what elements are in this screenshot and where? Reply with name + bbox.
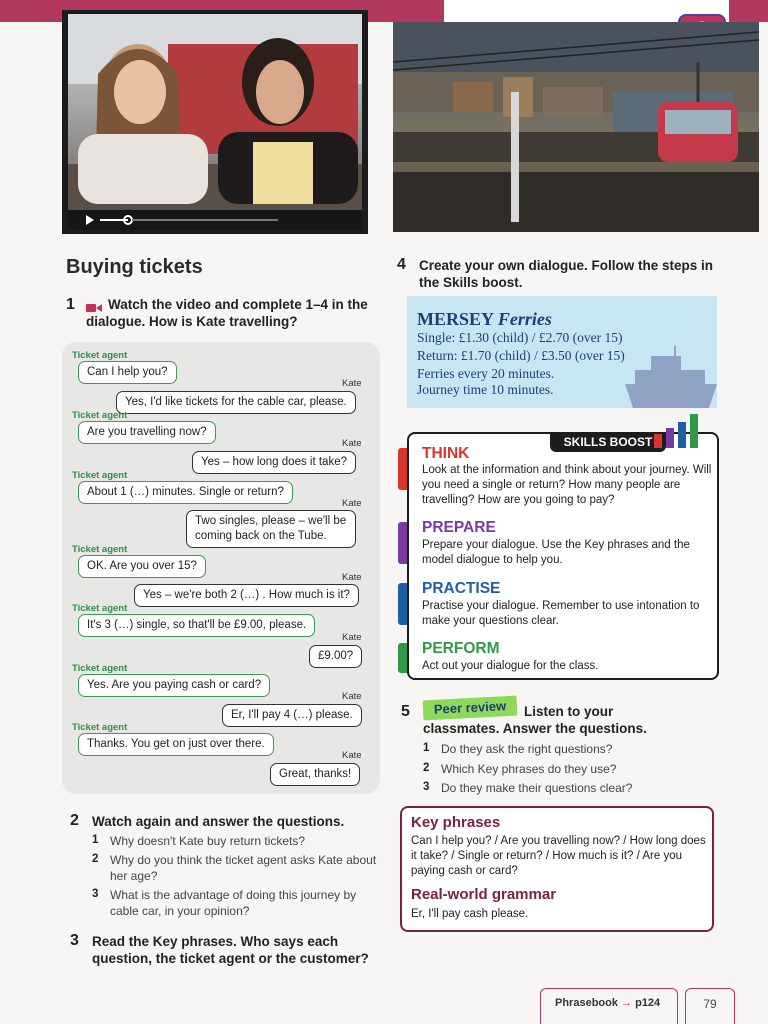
speaker-label: Kate (342, 378, 362, 389)
cable-car-city-photo (393, 22, 759, 232)
q4-text: Create your own dialogue. Follow the steps in the Skills boost. (419, 258, 714, 290)
real-world-grammar-heading: Real-world grammar (411, 886, 557, 903)
speaker-label: Ticket agent (72, 350, 128, 361)
dialogue-bubble: Yes – how long does it take? (192, 451, 356, 474)
speaker-label: Ticket agent (72, 470, 128, 481)
q1-number: 1 (66, 296, 75, 313)
skill-practise-heading: PRACTISE (422, 580, 501, 597)
phrasebook-label: Phrasebook (555, 997, 618, 1009)
dialogue-bubble: Er, I'll pay 4 (…) please. (222, 704, 362, 727)
bar-chart-icon (652, 412, 704, 453)
ferry-brand-italic: Ferries (497, 309, 552, 329)
speaker-label: Kate (342, 691, 362, 702)
video-still-image (68, 14, 362, 210)
phrasebook-page: p124 (635, 997, 661, 1009)
dialogue-bubble: Yes. Are you paying cash or card? (78, 674, 270, 697)
speaker-label: Kate (342, 572, 362, 583)
skills-boost-tag: SKILLS BOOST (550, 432, 666, 452)
speaker-label: Kate (342, 632, 362, 643)
speaker-label: Kate (342, 438, 362, 449)
phrasebook-link[interactable] (540, 988, 678, 1024)
q5-item-text: Which Key phrases do they use? (441, 762, 617, 776)
q5-number: 5 (401, 703, 410, 720)
ferry-brand-word: MERSEY (417, 309, 494, 329)
skill-perform-heading: PERFORM (422, 640, 500, 657)
arrow-right-icon: → (621, 997, 633, 1009)
video-controls[interactable] (68, 210, 362, 230)
q2-text: Watch again and answer the questions. (92, 814, 345, 829)
skill-practise-text: Practise your dialogue. Remember to use intonation to make your questions clear. (422, 600, 700, 627)
dialogue-bubble: Yes, I'd like tickets for the cable car, please. (116, 391, 356, 414)
dialogue-bubble: Can I help you? (78, 361, 177, 384)
skill-prepare-heading: PREPARE (422, 519, 496, 536)
ferry-single-price: Single: £1.30 (child) / £2.70 (over 15) (417, 330, 623, 345)
skill-think-text: Look at the information and think about your journey. Will you need a single or return? How many people are travelling? How are you going to pay? (422, 464, 712, 506)
peer-review-badge: Peer review (423, 696, 518, 721)
speaker-label: Ticket agent (72, 410, 128, 421)
real-world-grammar-text: Er, I'll pay cash please. (411, 908, 529, 920)
speaker-label: Kate (342, 498, 362, 509)
speaker-label: Ticket agent (72, 663, 128, 674)
speaker-label: Ticket agent (72, 603, 128, 614)
q5-item-number: 1 (423, 742, 430, 754)
ferry-journey-time: Journey time 10 minutes. (417, 382, 554, 397)
q5-item-number: 3 (423, 781, 430, 793)
q2-item-text: Why do you think the ticket agent asks Kate about her age? (110, 853, 377, 883)
q4-number: 4 (397, 256, 406, 273)
ferry-frequency: Ferries every 20 minutes. (417, 366, 555, 381)
speaker-label: Kate (342, 750, 362, 761)
section-title: Buying tickets (66, 256, 203, 278)
perform-strip (398, 643, 407, 673)
dialogue-bubble: OK. Are you over 15? (78, 555, 206, 578)
skill-perform-text: Act out your dialogue for the class. (422, 660, 599, 672)
dialogue-bubble: Are you travelling now? (78, 421, 216, 444)
speaker-label: Ticket agent (72, 544, 128, 555)
dialogue-bubble: Two singles, please – we'll be coming back on the Tube. (186, 510, 356, 548)
q5-item-number: 2 (423, 762, 430, 774)
ferry-boat-icon (625, 344, 717, 413)
dialogue-bubble: Yes – we're both 2 (…) . How much is it? (134, 584, 359, 607)
q3-text: Read the Key phrases. Who says each question, the ticket agent or the customer? (92, 934, 369, 966)
dialogue-bubble: Great, thanks! (270, 763, 360, 786)
q2-item-number: 1 (92, 834, 99, 846)
q2-item-text: Why doesn't Kate buy return tickets? (110, 834, 306, 848)
skill-think-heading: THINK (422, 445, 470, 462)
q5-text: Listen to your classmates. Answer the questions. (423, 704, 647, 736)
play-icon (86, 215, 94, 225)
dialogue-bubble: It's 3 (…) single, so that'll be £9.00, please. (78, 614, 315, 637)
practise-strip (398, 583, 407, 625)
page-number: 79 (685, 988, 735, 1024)
dialogue-bubble: Thanks. You get on just over there. (78, 733, 274, 756)
q2-number: 2 (70, 812, 79, 829)
q2-item-text: What is the advantage of doing this journey by cable car, in your opinion? (110, 888, 357, 918)
ferry-brand (417, 309, 552, 330)
key-phrases-heading: Key phrases (411, 814, 501, 831)
q5-item-text: Do they ask the right questions? (441, 742, 613, 756)
q5-item-text: Do they make their questions clear? (441, 781, 633, 795)
q1-text: Watch the video and complete 1–4 in the dialogue. How is Kate travelling? (86, 297, 368, 329)
q2-item-number: 3 (92, 888, 99, 900)
key-phrases-text: Can I help you? / Are you travelling now? / How long does it take? / Single or return? / How much is it? / Are you paying cash or card? (411, 835, 706, 877)
speaker-label: Ticket agent (72, 722, 128, 733)
think-strip (398, 448, 407, 490)
skill-prepare-text: Prepare your dialogue. Use the Key phrases and the model dialogue to help you. (422, 539, 690, 566)
q2-item-number: 2 (92, 853, 99, 865)
q3-number: 3 (70, 932, 79, 949)
prepare-strip (398, 522, 407, 564)
dialogue-bubble: About 1 (…) minutes. Single or return? (78, 481, 293, 504)
ferry-return-price: Return: £1.70 (child) / £3.50 (over 15) (417, 348, 625, 363)
dialogue-bubble: £9.00? (309, 645, 362, 668)
